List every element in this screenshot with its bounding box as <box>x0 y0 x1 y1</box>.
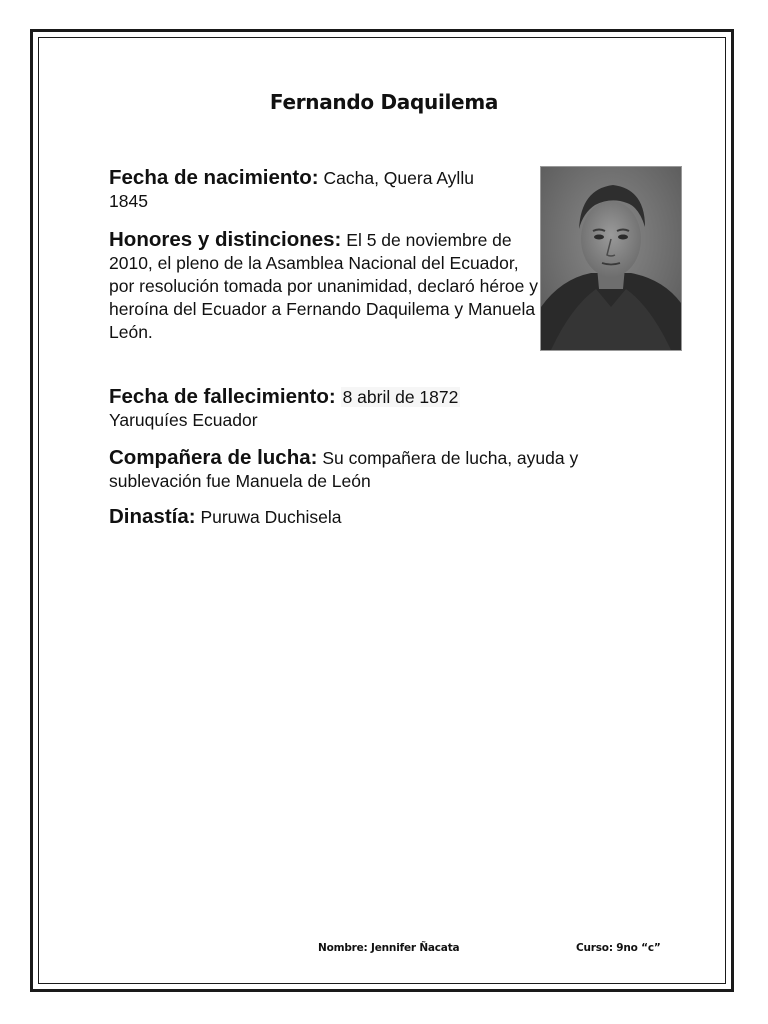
field-honors-value: El 5 de noviembre de 2010, el pleno de la Asamblea Nacional del Ecuador, por resolución tomada por unanimidad, declaró héroe y heroína del Ecuador a Fernando Daquilema y Manuela León. <box>109 230 539 342</box>
field-birth-label: Fecha de nacimiento: <box>109 166 319 189</box>
field-honors <box>109 228 539 344</box>
field-birth <box>109 166 509 213</box>
portrait-photo <box>540 166 682 351</box>
field-honors-label: Honores y distinciones: <box>109 228 342 251</box>
footer-course: Curso: 9no “c” <box>576 942 661 954</box>
field-death-date: 8 abril de 1872 <box>342 387 459 407</box>
field-death-label: Fecha de fallecimiento: <box>109 385 336 408</box>
page-title: Fernando Daquilema <box>269 90 499 114</box>
field-death <box>109 385 539 432</box>
portrait-illustration <box>541 167 681 350</box>
field-partner-label: Compañera de lucha: <box>109 446 318 469</box>
field-dynasty-value: Puruwa Duchisela <box>200 507 342 527</box>
field-dynasty-label: Dinastía: <box>109 505 196 528</box>
footer-student-name: Nombre: Jennifer Ñacata <box>318 942 460 954</box>
field-dynasty <box>109 505 539 529</box>
field-partner <box>109 446 609 493</box>
field-partner-value: Su compañera de lucha, ayuda y sublevación fue Manuela de León <box>109 448 579 491</box>
field-death-place: Yaruquíes Ecuador <box>109 410 258 430</box>
field-birth-value: Cacha, Quera Ayllu 1845 <box>109 168 474 211</box>
